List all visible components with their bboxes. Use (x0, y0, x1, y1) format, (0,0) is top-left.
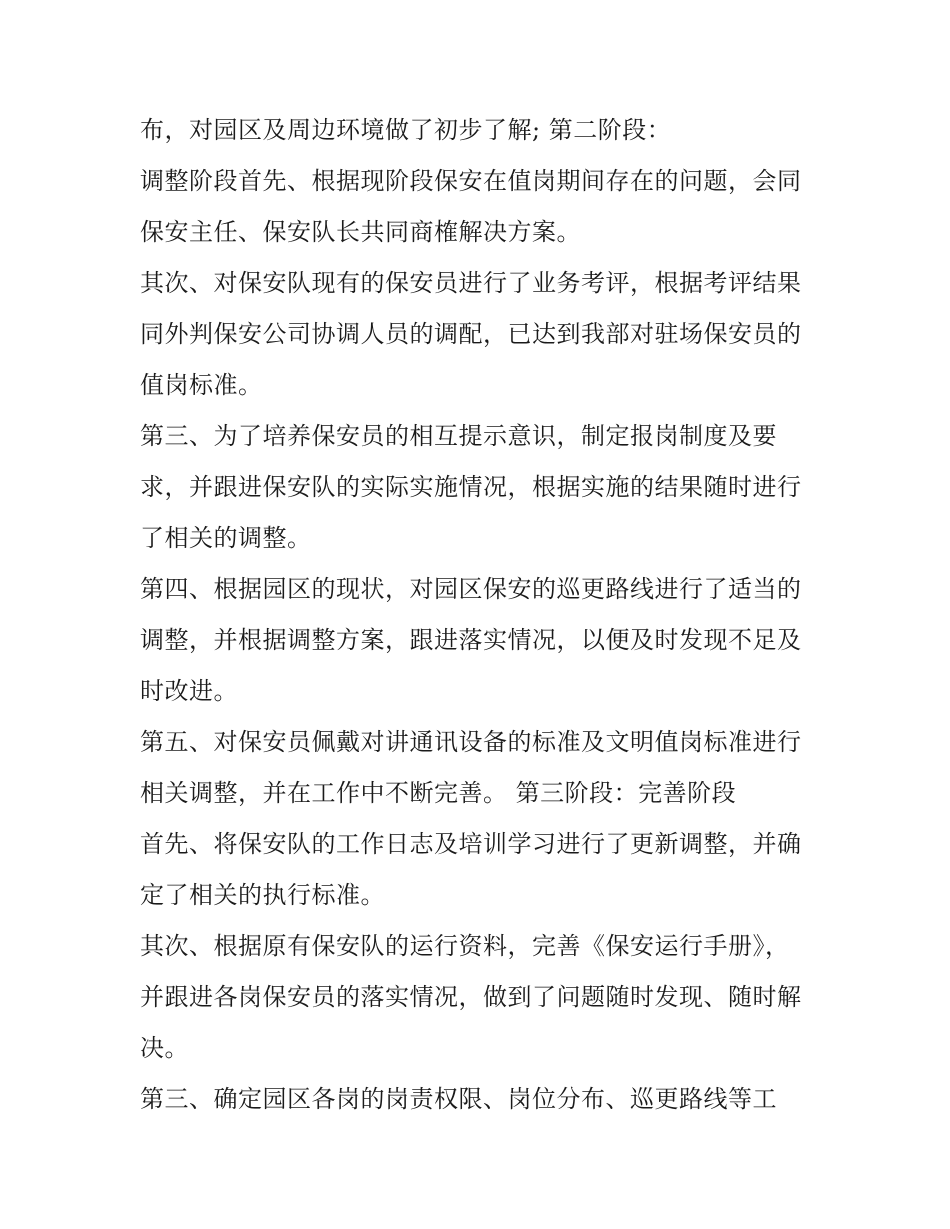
text-line: 首先、将保安队的工作日志及培训学习进行了更新调整，并确 (140, 830, 802, 858)
text-line: 其次、根据原有保安队的运行资料，完善《保安运行手册》， (140, 932, 790, 960)
text-line: 保安主任、保安队长共同商榷解决方案。 (140, 218, 581, 246)
text-line: 调整阶段首先、根据现阶段保安在值岗期间存在的问题，会同 (140, 167, 802, 195)
text-line: 布，对园区及周边环境做了初步了解; 第二阶段： (140, 116, 672, 144)
text-line: 求，并跟进保安队的实际实施情况，根据实施的结果随时进行 (140, 473, 802, 501)
text-line: 决。 (140, 1034, 189, 1062)
text-line: 调整，并根据调整方案，跟进落实情况，以便及时发现不足及 (140, 626, 802, 654)
text-line: 第三、确定园区各岗的岗责权限、岗位分布、巡更路线等工 (140, 1085, 777, 1113)
text-line: 同外判保安公司协调人员的调配，已达到我部对驻场保安员的 (140, 320, 802, 348)
text-line: 第三、为了培养保安员的相互提示意识，制定报岗制度及要 (140, 422, 777, 450)
text-line: 第四、根据园区的现状，对园区保安的巡更路线进行了适当的 (140, 575, 802, 603)
text-line: 时改进。 (140, 677, 238, 705)
text-line: 相关调整，并在工作中不断完善。 第三阶段：完善阶段 (140, 779, 737, 807)
text-line: 并跟进各岗保安员的落实情况，做到了问题随时发现、随时解 (140, 983, 802, 1011)
document-body (140, 105, 830, 1125)
text-line: 第五、对保安员佩戴对讲通讯设备的标准及文明值岗标准进行 (140, 728, 802, 756)
text-line: 其次、对保安队现有的保安员进行了业务考评，根据考评结果 (140, 269, 802, 297)
text-line: 定了相关的执行标准。 (140, 881, 385, 909)
text-line: 值岗标准。 (140, 371, 263, 399)
text-line: 了相关的调整。 (140, 524, 312, 552)
